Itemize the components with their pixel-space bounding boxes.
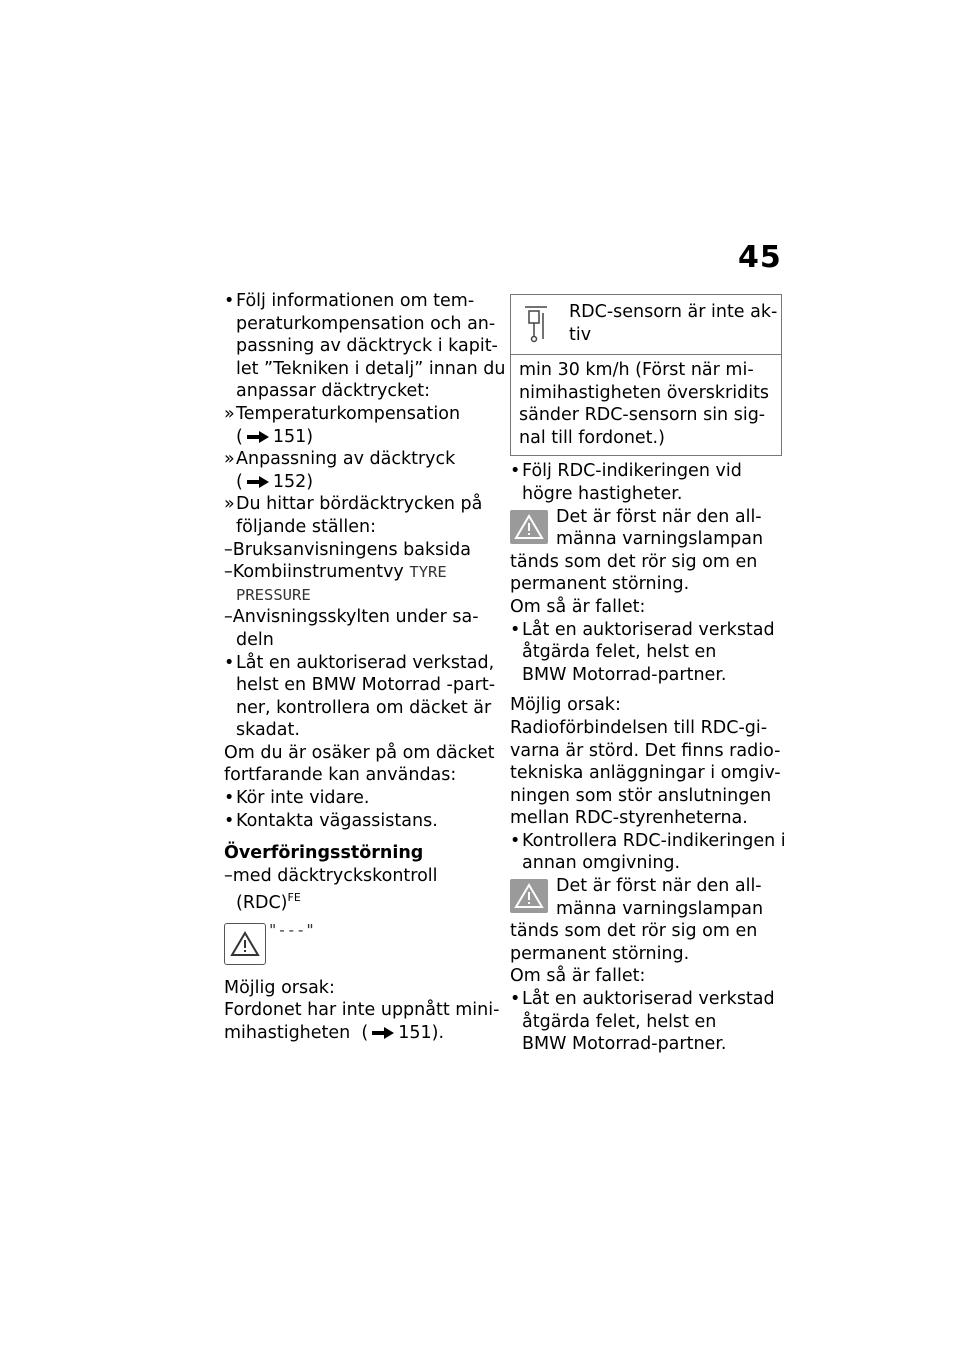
section-heading: Överföringsstörning: [224, 843, 424, 864]
reference-arrow-icon: [247, 431, 269, 443]
tyre-pressure-label: PRESSURE: [236, 585, 311, 604]
dash-manual-back: –Bruksanvisningens baksida: [224, 539, 471, 560]
ref-pressure-adjustment[interactable]: »Anpassning av däcktryck ( 152): [224, 449, 456, 492]
ref-where-to-find: »Du hittar bördäcktrycken på följande ställen:: [224, 494, 483, 537]
ref-temperature-compensation[interactable]: »Temperaturkompensation ( 151): [224, 403, 461, 447]
reference-arrow-icon: [372, 1027, 394, 1039]
dash-seat-label: –Anvisningsskylten under sa- deln: [224, 607, 479, 650]
general-warning-note: Det är först när den all- männa varningslampan: [510, 506, 782, 551]
warning-triangle-icon: [510, 879, 548, 913]
dash-instrument-view: –Kombiinstrumentvy TYRE: [224, 562, 447, 583]
reference-arrow-icon: [247, 476, 269, 488]
warning-triangle-icon: [510, 510, 548, 544]
bullet-workshop-check: •Låt en auktoriserad verkstad, helst en BMW Motorrad -part- ner, kontrollera om däcket är skadat.: [224, 652, 496, 741]
left-column: •Följ informationen om tem- peraturkompensation och an- passning av däcktryck i kapit- let ”Tekniken i detalj” innan du anpassar däcktrycket: »Temperaturkompensation ( 151) »Anpassning av däcktryck ( 152) »Du hittar bördäcktrycken på följande ställen: –Bruksanvisningens baksida –Kombiinstrumentvy TYRE PRESSURE –Anvisningsskylten under sa- deln •Låt en auktoriserad verkstad, helst en BMW Motorrad -part- ner, kontrollera om däcket är skadat. Om du är osäker på om däcket fortfarande kan användas: •Kör inte vidare. •Kontakta vägassistans. Överföringsstörning –med däcktryckskontroll (RDC)$^{FE}$ "---" Möjlig orsak: Fordonet har inte uppnått mini- mihastigheten ( 151).: [224, 291, 506, 1044]
page-number: 45: [738, 240, 782, 275]
ref-min-speed[interactable]: mihastigheten ( 151).: [224, 1023, 445, 1044]
bullet-contact-assistance: •Kontakta vägassistans.: [224, 810, 438, 831]
rdc-status-box: RDC-sensorn är inte ak- tiv min 30 km/h (Först när mi- nimihastigheten överskridits sänder RDC-sensorn sin sig- nal till fordonet.): [510, 294, 782, 456]
warning-triangle-icon: [224, 923, 266, 965]
rdc-sensor-icon: [519, 301, 569, 348]
display-value: "---": [268, 920, 315, 939]
bullet-follow-rdc: •Följ RDC-indikeringen vid högre hastigheter.: [510, 461, 742, 504]
general-warning-note-2: Det är först när den all- männa varningslampan: [510, 875, 782, 920]
bullet-check-environment: •Kontrollera RDC-indikeringen i annan omgivning.: [510, 830, 786, 874]
bullet-do-not-ride: •Kör inte vidare.: [224, 788, 370, 809]
display-warning: [224, 921, 492, 973]
bullet-follow-info: •Följ informationen om tem- peraturkompensation och an- passning av däcktryck i kapit- let ”Tekniken i detalj” innan du anpassar däcktrycket:: [224, 291, 506, 402]
bullet-workshop-fix: •Låt en auktoriserad verkstad åtgärda felet, helst en BMW Motorrad-partner.: [510, 619, 775, 685]
bullet-workshop-fix-2: •Låt en auktoriserad verkstad åtgärda felet, helst en BMW Motorrad-partner.: [510, 989, 775, 1055]
with-rdc: –med däcktryckskontroll: [224, 865, 438, 886]
right-column: RDC-sensorn är inte ak- tiv min 30 km/h (Först när mi- nimihastigheten överskridits sänder RDC-sensorn sin sig- nal till fordonet.) •Följ RDC-indikeringen vid högre hastigheter. Det är först när den all- männa varningslampan tänds som det rör sig om en permanent störning. Om så är fallet: •Låt en auktoriserad verkstad åtgärda felet, helst en BMW Motorrad-partner. Möjlig orsak: Radioförbindelsen till RDC-gi- varna är störd. Det finns radio- tekniska anläggningar i omgiv- ningen som stör anslutningen mellan RDC-styrenheterna. •Kontrollera RDC-indikeringen i annan omgivning. Det är först när den all- männa varningslampan tänds som det rör sig om en permanent störning. Om så är fallet: •Låt en auktoriserad verkstad åtgärda felet, helst en BMW Motorrad-partner.: [510, 294, 782, 1056]
